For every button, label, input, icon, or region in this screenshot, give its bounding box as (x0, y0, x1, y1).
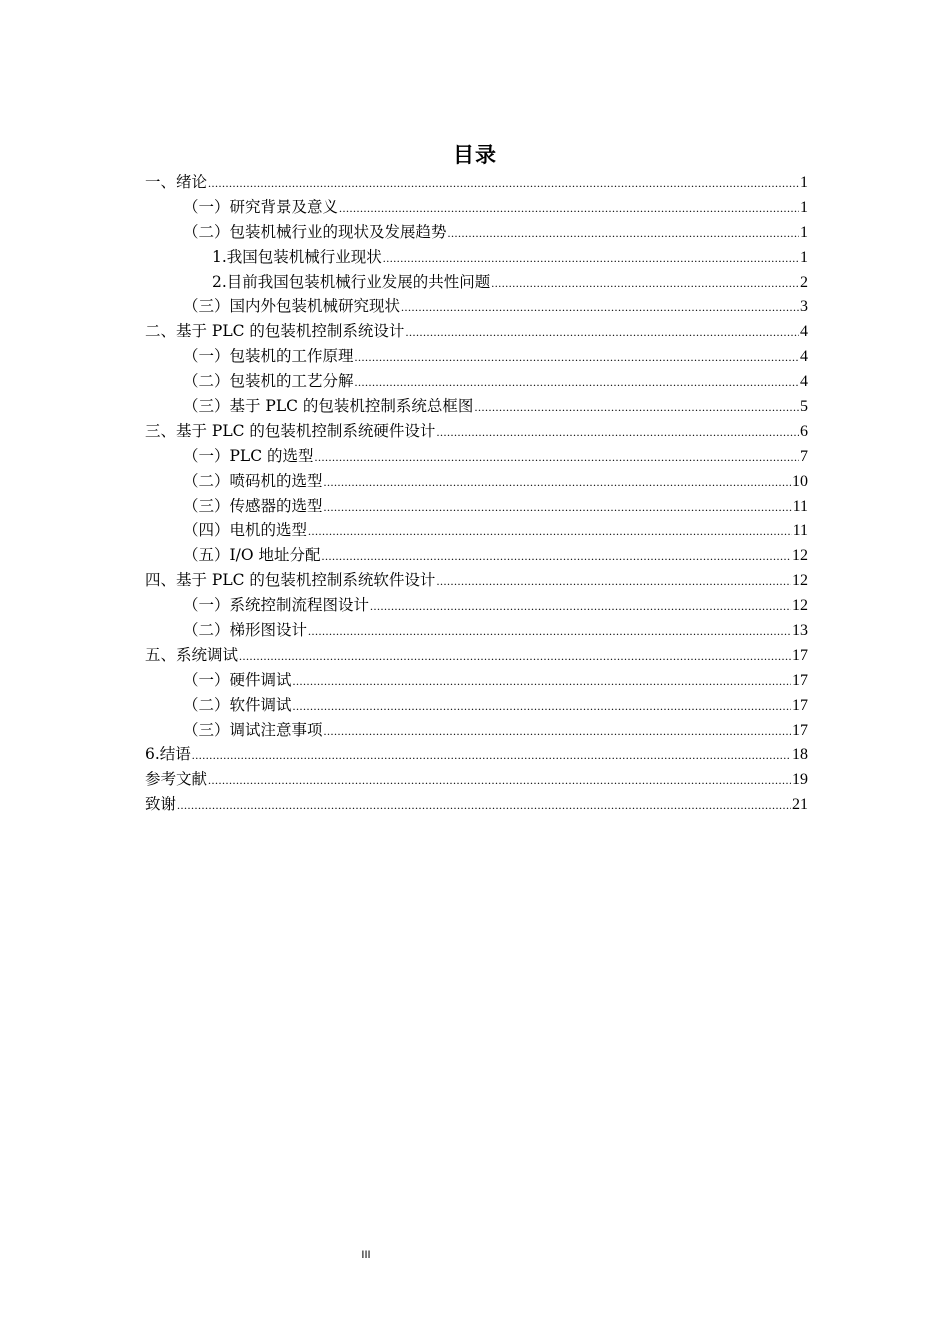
toc-entry-page-number: 3 (800, 298, 808, 316)
toc-entry-page-number: 19 (792, 771, 808, 789)
toc-leader-dots (177, 793, 791, 818)
toc-entry-page-number: 4 (800, 348, 808, 366)
toc-entry[interactable] (145, 494, 808, 519)
toc-entry-label: 致谢 (145, 795, 177, 814)
toc-entry[interactable] (145, 245, 808, 270)
toc-entry-label: （一）包装机的工作原理 (183, 347, 354, 366)
toc-entry-label: （一）硬件调试 (183, 670, 292, 689)
toc-entry[interactable] (145, 718, 808, 743)
toc-entry-page-number: 13 (792, 622, 808, 640)
page-title: 目录 (453, 143, 497, 168)
toc-leader-dots (192, 743, 791, 768)
toc-entry-label: （三）调试注意事项 (183, 720, 323, 739)
toc-entry[interactable] (145, 170, 808, 195)
toc-entry[interactable] (145, 643, 808, 668)
toc-entry-page-number: 2 (800, 273, 808, 291)
toc-entry-label: （一）PLC 的选型 (183, 446, 314, 465)
toc-entry-page-number: 12 (792, 572, 808, 590)
toc-entry-page-number: 12 (792, 547, 808, 565)
toc-entry-page-number: 1 (800, 174, 808, 191)
toc-entry-page-number: 5 (800, 398, 808, 416)
toc-entry-label: 五、系统调试 (145, 645, 239, 664)
toc-leader-dots (324, 470, 791, 495)
toc-leader-dots (355, 370, 799, 395)
toc-entry-label: （三）基于 PLC 的包装机控制系统总框图 (183, 397, 474, 416)
toc-leader-dots (324, 719, 791, 744)
toc-entry-page-number: 17 (792, 721, 808, 739)
toc-leader-dots (370, 594, 791, 619)
toc-entry-label: 参考文献 (145, 770, 208, 789)
toc-entry-page-number: 11 (792, 497, 808, 515)
toc-entry-label: （五）I/O 地址分配 (183, 546, 321, 565)
toc-leader-dots (491, 271, 799, 296)
toc-entry[interactable] (145, 195, 808, 220)
toc-entry[interactable] (145, 294, 808, 319)
toc-entry-label: （一）系统控制流程图设计 (183, 596, 370, 615)
toc-entry[interactable] (145, 742, 808, 767)
toc-leader-dots (436, 569, 791, 594)
toc-entry-page-number: 7 (800, 447, 808, 465)
toc-entry-label: （三）国内外包装机械研究现状 (183, 297, 401, 316)
toc-entry-page-number: 1 (800, 248, 808, 266)
toc-entry-label: （一）研究背景及意义 (183, 197, 339, 216)
toc-entry-label: 1.我国包装机械行业现状 (212, 247, 382, 266)
toc-entry-label: 二、基于 PLC 的包装机控制系统设计 (145, 322, 405, 341)
toc-entry[interactable] (145, 543, 808, 568)
toc-entry[interactable] (145, 767, 808, 792)
toc-entry[interactable] (145, 693, 808, 718)
toc-entry[interactable] (145, 419, 808, 444)
toc-entry-page-number: 1 (800, 223, 808, 241)
toc-entry-page-number: 4 (800, 323, 808, 341)
toc-entry[interactable] (145, 792, 808, 817)
table-of-contents (145, 170, 808, 817)
toc-leader-dots (401, 295, 799, 320)
toc-leader-dots (324, 495, 792, 520)
toc-entry-page-number: 21 (792, 796, 808, 814)
toc-leader-dots (308, 519, 792, 544)
toc-entry-page-number: 4 (800, 373, 808, 391)
toc-entry-page-number: 1 (800, 198, 808, 216)
toc-entry-page-number: 12 (792, 597, 808, 615)
toc-leader-dots (239, 644, 791, 669)
footer-page-number: III (361, 1249, 371, 1261)
toc-leader-dots (293, 694, 791, 719)
toc-entry[interactable] (145, 568, 808, 593)
toc-entry-page-number: 11 (792, 522, 808, 540)
toc-entry-label: 2.目前我国包装机械行业发展的共性问题 (212, 272, 491, 291)
toc-entry-label: （二）软件调试 (183, 695, 292, 714)
toc-entry[interactable] (145, 593, 808, 618)
toc-entry[interactable] (145, 394, 808, 419)
toc-entry-label: 一、绪论 (145, 173, 208, 191)
toc-leader-dots (405, 320, 799, 345)
toc-entry-label: 三、基于 PLC 的包装机控制系统硬件设计 (145, 421, 436, 440)
toc-leader-dots (208, 768, 791, 793)
toc-leader-dots (474, 395, 799, 420)
toc-leader-dots (339, 196, 799, 221)
toc-leader-dots (208, 171, 799, 196)
toc-leader-dots (321, 544, 791, 569)
toc-entry-label: （二）包装机械行业的现状及发展趋势 (183, 222, 447, 241)
toc-entry-page-number: 17 (792, 671, 808, 689)
toc-leader-dots (383, 246, 799, 271)
toc-entry[interactable] (145, 469, 808, 494)
toc-leader-dots (448, 221, 799, 246)
toc-entry[interactable] (145, 518, 808, 543)
toc-entry[interactable] (145, 220, 808, 245)
toc-entry[interactable] (145, 369, 808, 394)
toc-entry-label: （二）包装机的工艺分解 (183, 372, 354, 391)
toc-entry[interactable] (145, 270, 808, 295)
toc-entry-page-number: 6 (800, 422, 808, 440)
toc-entry[interactable] (145, 344, 808, 369)
toc-entry[interactable] (145, 618, 808, 643)
toc-entry-page-number: 10 (792, 472, 808, 490)
toc-leader-dots (355, 345, 799, 370)
toc-leader-dots (315, 445, 799, 470)
toc-leader-dots (293, 669, 791, 694)
toc-leader-dots (308, 619, 791, 644)
toc-entry-label: 6.结语 (145, 745, 191, 764)
toc-entry-label: （二）梯形图设计 (183, 621, 308, 640)
toc-entry-label: （四）电机的选型 (183, 521, 308, 540)
toc-entry-page-number: 17 (792, 696, 808, 714)
toc-entry-label: （二）喷码机的选型 (183, 471, 323, 490)
toc-entry[interactable] (145, 444, 808, 469)
toc-leader-dots (436, 420, 799, 445)
toc-entry-page-number: 18 (792, 746, 808, 764)
toc-entry[interactable] (145, 319, 808, 344)
toc-entry-label: 四、基于 PLC 的包装机控制系统软件设计 (145, 571, 436, 590)
toc-entry-label: （三）传感器的选型 (183, 496, 323, 515)
toc-entry-page-number: 17 (792, 646, 808, 664)
toc-entry[interactable] (145, 668, 808, 693)
